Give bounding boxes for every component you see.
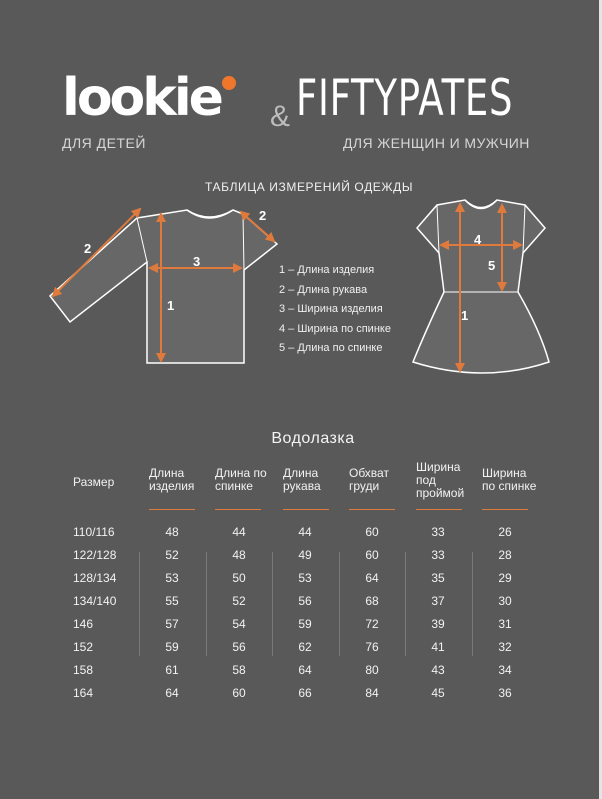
value-cell: 48 — [165, 525, 179, 539]
measurement-legend — [279, 263, 391, 361]
value-cell: 31 — [498, 617, 512, 631]
value-cell: 44 — [232, 525, 246, 539]
dress-mark-back-length: 5 — [488, 258, 496, 273]
value-cell: 55 — [165, 594, 179, 608]
value-cell: 52 — [165, 548, 179, 562]
value-cell: 66 — [298, 686, 312, 700]
header-line: спинке — [215, 479, 253, 493]
header-col-length — [149, 467, 194, 493]
value-cell: 64 — [365, 571, 379, 585]
lookie-subtitle: ДЛЯ ДЕТЕЙ — [62, 135, 146, 151]
dress-outline — [413, 200, 549, 373]
legend-item: 5 – Длина по спинке — [279, 342, 383, 354]
shirt-mark-width: 3 — [193, 254, 201, 269]
shirt-mark-short-sleeve: 2 — [259, 208, 267, 223]
header-line: под — [416, 473, 436, 487]
shirt-mark-sleeve: 2 — [84, 241, 92, 256]
value-cell: 84 — [365, 686, 379, 700]
header-col-chest — [349, 467, 389, 493]
legend-item: 4 – Ширина по спинке — [279, 322, 391, 335]
header-underline — [349, 509, 395, 510]
size-cell: 134/140 — [73, 594, 117, 608]
ampersand: & — [270, 100, 291, 133]
legend-item: 1 – Длина изделия — [279, 264, 375, 276]
header-line: Длина — [149, 466, 185, 480]
header-line: Ширина — [416, 460, 461, 474]
column-separator — [339, 552, 340, 656]
header-underline — [149, 509, 195, 510]
value-cell: 76 — [365, 640, 379, 654]
dress-mark-back-width: 4 — [474, 232, 482, 247]
header-underline — [283, 509, 329, 510]
header-line: изделия — [149, 479, 195, 493]
value-cell: 36 — [498, 686, 512, 700]
header-line: проймой — [416, 486, 465, 500]
size-cell: 158 — [73, 663, 94, 677]
value-cell: 30 — [498, 594, 512, 608]
header-line: рукава — [283, 479, 321, 493]
value-cell: 56 — [298, 594, 312, 608]
dress-mark-length: 1 — [461, 308, 469, 323]
column-separator — [472, 552, 473, 656]
value-cell: 28 — [498, 548, 512, 562]
column-separator — [405, 552, 406, 656]
header-underline — [215, 509, 261, 510]
value-cell: 59 — [298, 617, 312, 631]
value-cell: 45 — [431, 686, 445, 700]
size-cell: 110/116 — [73, 525, 115, 539]
header-col-armhole-width — [416, 461, 464, 500]
value-cell: 68 — [365, 594, 379, 608]
value-cell: 57 — [165, 617, 179, 631]
value-cell: 53 — [165, 571, 179, 585]
fiftypates-wordmark: FIFTYPATES — [296, 69, 514, 127]
value-cell: 72 — [365, 617, 379, 631]
column-separator — [272, 552, 273, 656]
header-col-size — [73, 476, 114, 489]
size-cell: 122/128 — [73, 548, 117, 562]
value-cell: 58 — [232, 663, 246, 677]
header-line: по спинке — [482, 479, 537, 493]
value-cell: 43 — [431, 663, 445, 677]
measurements-title: ТАБЛИЦА ИЗМЕРЕНИЙ ОДЕЖДЫ — [204, 180, 414, 194]
header-line: Ширина — [482, 466, 527, 480]
header-line: Размер — [73, 475, 115, 489]
value-cell: 33 — [431, 525, 445, 539]
value-cell: 32 — [498, 640, 512, 654]
value-cell: 54 — [232, 617, 246, 631]
value-cell: 29 — [498, 571, 512, 585]
header-col-sleeve-length — [283, 467, 321, 493]
header-col-back-width — [482, 467, 536, 493]
value-cell: 49 — [298, 548, 312, 562]
product-title: Водолазка — [271, 430, 355, 447]
value-cell: 62 — [298, 640, 312, 654]
value-cell: 60 — [365, 525, 379, 539]
shirt-mark-length: 1 — [167, 298, 175, 313]
column-separator — [206, 552, 207, 656]
value-cell: 53 — [298, 571, 312, 585]
value-cell: 64 — [298, 663, 312, 677]
header-col-back-length — [215, 467, 267, 493]
value-cell: 52 — [232, 594, 246, 608]
value-cell: 56 — [232, 640, 246, 654]
value-cell: 34 — [498, 663, 512, 677]
value-cell: 61 — [165, 663, 179, 677]
column-separator — [139, 552, 140, 656]
header-line: Длина — [283, 466, 319, 480]
dress-diagram — [413, 200, 549, 373]
size-cell: 128/134 — [73, 571, 117, 585]
fiftypates-subtitle: ДЛЯ ЖЕНЩИН И МУЖЧИН — [343, 135, 530, 151]
shirt-diagram — [50, 208, 277, 363]
value-cell: 64 — [165, 686, 179, 700]
header-line: груди — [349, 479, 380, 493]
value-cell: 39 — [431, 617, 445, 631]
header-underline — [482, 509, 528, 510]
legend-item: 2 – Длина рукава — [279, 283, 368, 296]
value-cell: 35 — [431, 571, 445, 585]
lookie-wordmark: lookie — [62, 68, 221, 128]
value-cell: 26 — [498, 525, 512, 539]
value-cell: 44 — [298, 525, 312, 539]
size-cell: 152 — [73, 640, 94, 654]
header-line: Длина по — [215, 466, 267, 480]
value-cell: 60 — [365, 548, 379, 562]
size-cell: 146 — [73, 617, 94, 631]
value-cell: 48 — [232, 548, 246, 562]
value-cell: 33 — [431, 548, 445, 562]
value-cell: 59 — [165, 640, 179, 654]
value-cell: 80 — [365, 663, 379, 677]
legend-item: 3 – Ширина изделия — [279, 303, 383, 315]
value-cell: 60 — [232, 686, 246, 700]
value-cell: 50 — [232, 571, 246, 585]
size-cell: 164 — [73, 686, 94, 700]
header-underline — [416, 509, 462, 510]
value-cell: 37 — [431, 594, 445, 608]
value-cell: 41 — [431, 640, 445, 654]
header-line: Обхват — [349, 466, 389, 480]
